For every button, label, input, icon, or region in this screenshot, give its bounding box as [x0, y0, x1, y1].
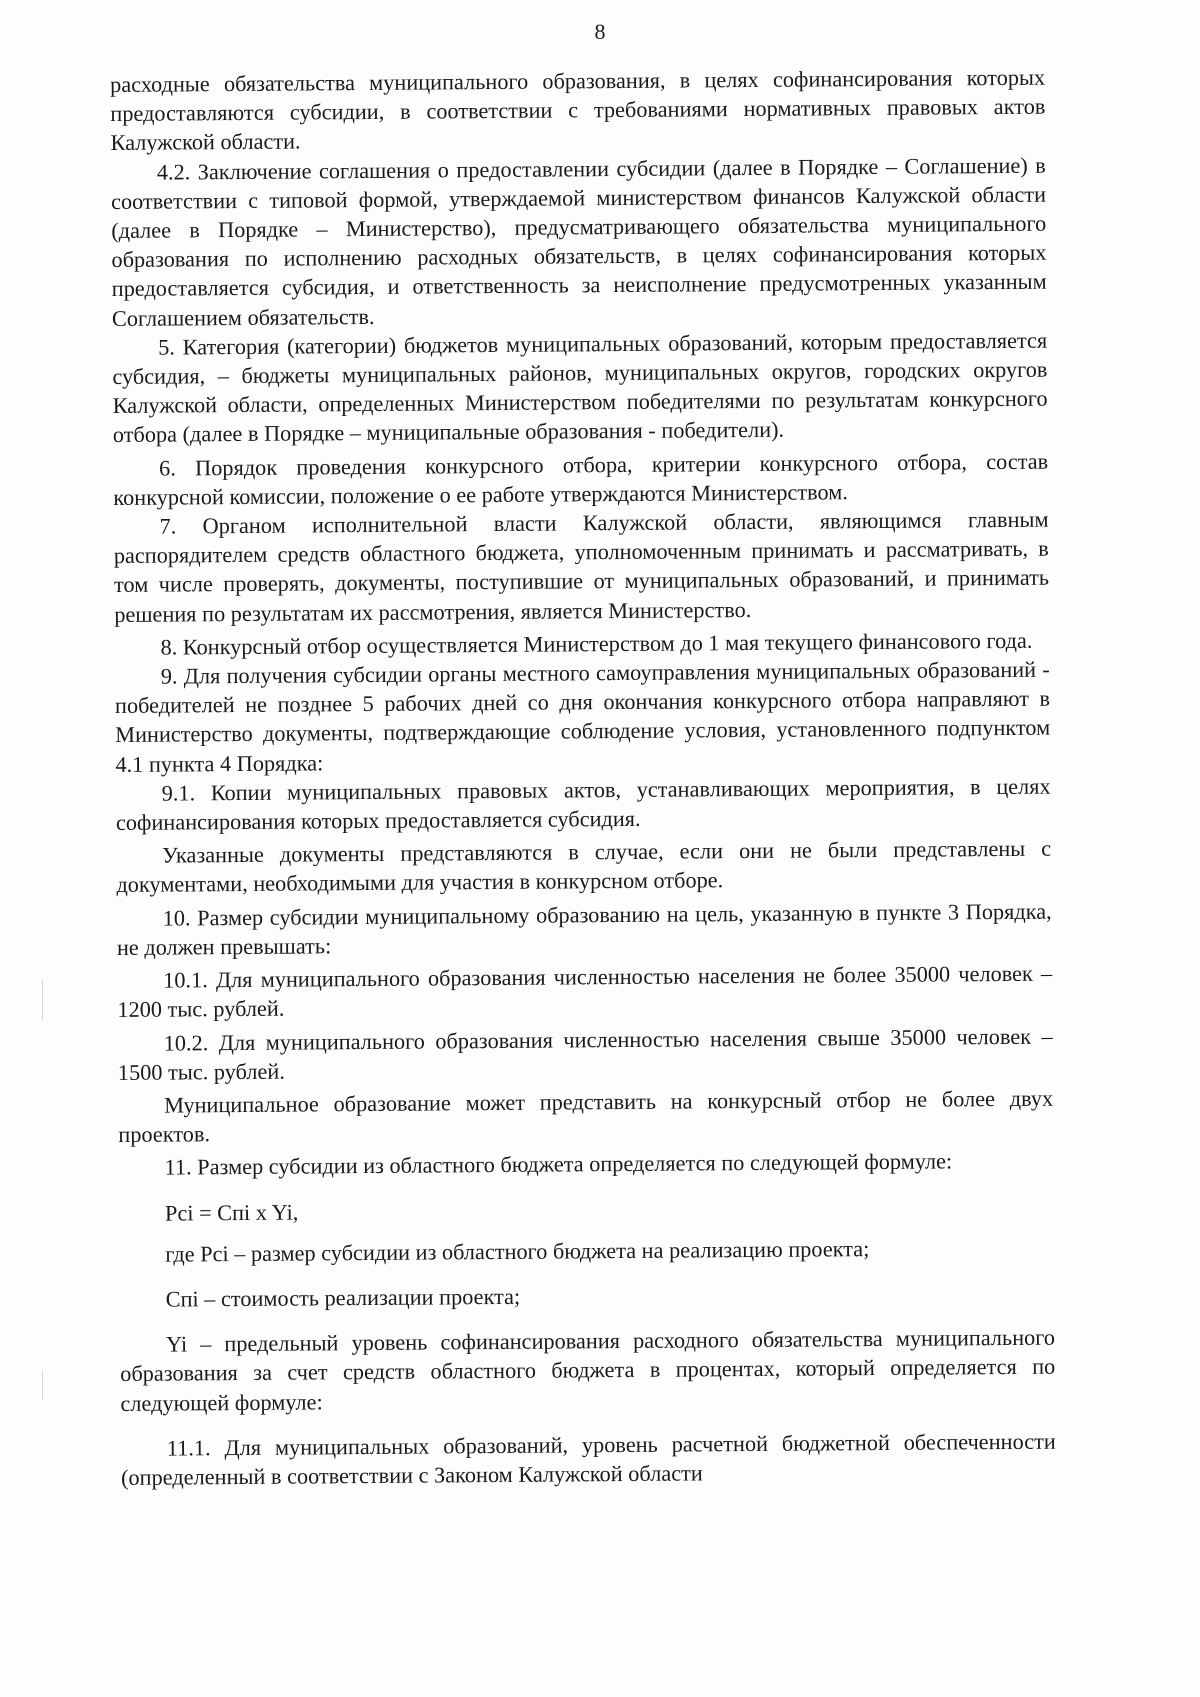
- formula-definition-yi: Yi – предельный уровень софинансирования расходного обязательства муниципального образования за счет средств областного бюджета в процентах, который определяется по следующей формуле:: [120, 1324, 1056, 1416]
- paragraph-4-2: 4.2. Заключение соглашения о предоставлении субсидии (далее в Порядке – Соглашение) в соответствии с типовой формой, утверждаемой министерством финансов Калужской области (далее в Порядке – Министерство), предусматривающего обязательства муниципального образования по исполнению расходных обязательств, в целях софинансирования которых предоставляется субсидия, и ответственность за неисполнение предусмотренных указанным Соглашением обязательств.: [110, 152, 1047, 331]
- formula-definition-cpi: Cпi – стоимость реализации проекта;: [165, 1283, 521, 1312]
- scan-artifact-line: [42, 980, 43, 1020]
- paragraph-continuation: расходные обязательства муниципального образования, в целях софинансирования которых предоставляются субсидии, в соответствии с требованиями нормативных правовых актов Калужской области.: [110, 64, 1046, 156]
- paragraph-10-2: 10.2. Для муниципального образования численностью населения свыше 35000 человек – 1500 тыс. рублей.: [117, 1023, 1053, 1085]
- paragraph-11-1: 11.1. Для муниципальных образований, уровень расчетной бюджетной обеспеченности (определенный в соответствии с Законом Калужской области: [120, 1428, 1056, 1490]
- formula-pci: Pci = Cпi x Yi,: [164, 1199, 299, 1226]
- paragraph-5: 5. Категория (категории) бюджетов муниципальных образований, которым предоставляется субсидия, – бюджеты муниципальных районов, муниципальных округов, городских округов Калужской области, определенных Министерством победителями по результатам конкурсного отбора (далее в Порядке – муниципальные образования - победители).: [112, 327, 1048, 448]
- page-number: 8: [594, 19, 606, 44]
- paragraph-10: 10. Размер субсидии муниципальному образованию на цель, указанную в пункте 3 Порядка, не должен превышать:: [116, 898, 1052, 960]
- paragraph-documents-note: Указанные документы представляются в случае, если они не были представлены с документами, необходимыми для участия в конкурсном отборе.: [116, 835, 1052, 898]
- formula-definition-pci: где Pci – размер субсидии из областного бюджета на реализацию проекта;: [165, 1235, 870, 1267]
- paragraph-11: 11. Размер субсидии из областного бюджета определяется по следующей формуле:: [164, 1148, 953, 1180]
- paragraph-6: 6. Порядок проведения конкурсного отбора, критерии конкурсного отбора, состав конкурсной комиссии, положение о ее работе утверждаются Министерством.: [113, 448, 1049, 510]
- paragraph-8: 8. Конкурсный отбор осуществляется Министерством до 1 мая текущего финансового года.: [160, 627, 1033, 660]
- paragraph-9: 9. Для получения субсидии органы местного самоуправления муниципальных образований - победителей не позднее 5 рабочих дней со дня окончания конкурсного отбора направляют в Министерство документы, подтверждающие соблюдение условия, установленного подпунктом 4.1 пункта 4 Порядка:: [114, 656, 1051, 777]
- paragraph-projects-limit: Муниципальное образование может представить на конкурсный отбор не более двух проектов.: [118, 1085, 1054, 1148]
- document-body: [110, 63, 1056, 1492]
- scan-artifact-line: [42, 1370, 43, 1400]
- paragraph-9-1: 9.1. Копии муниципальных правовых актов, устанавливающих мероприятия, в целях софинансирования которых предоставляется субсидия.: [115, 773, 1051, 836]
- paragraph-7: 7. Органом исполнительной власти Калужской области, являющимся главным распорядителем средств областного бюджета, уполномоченным принимать и рассматривать, в том числе проверять, документы, поступившие от муниципальных образований, и принимать решения по результатам их рассмотрения, является Министерство.: [113, 506, 1050, 627]
- paragraph-10-1: 10.1. Для муниципального образования численностью населения не более 35000 человек – 1200 тыс. рублей.: [117, 960, 1053, 1023]
